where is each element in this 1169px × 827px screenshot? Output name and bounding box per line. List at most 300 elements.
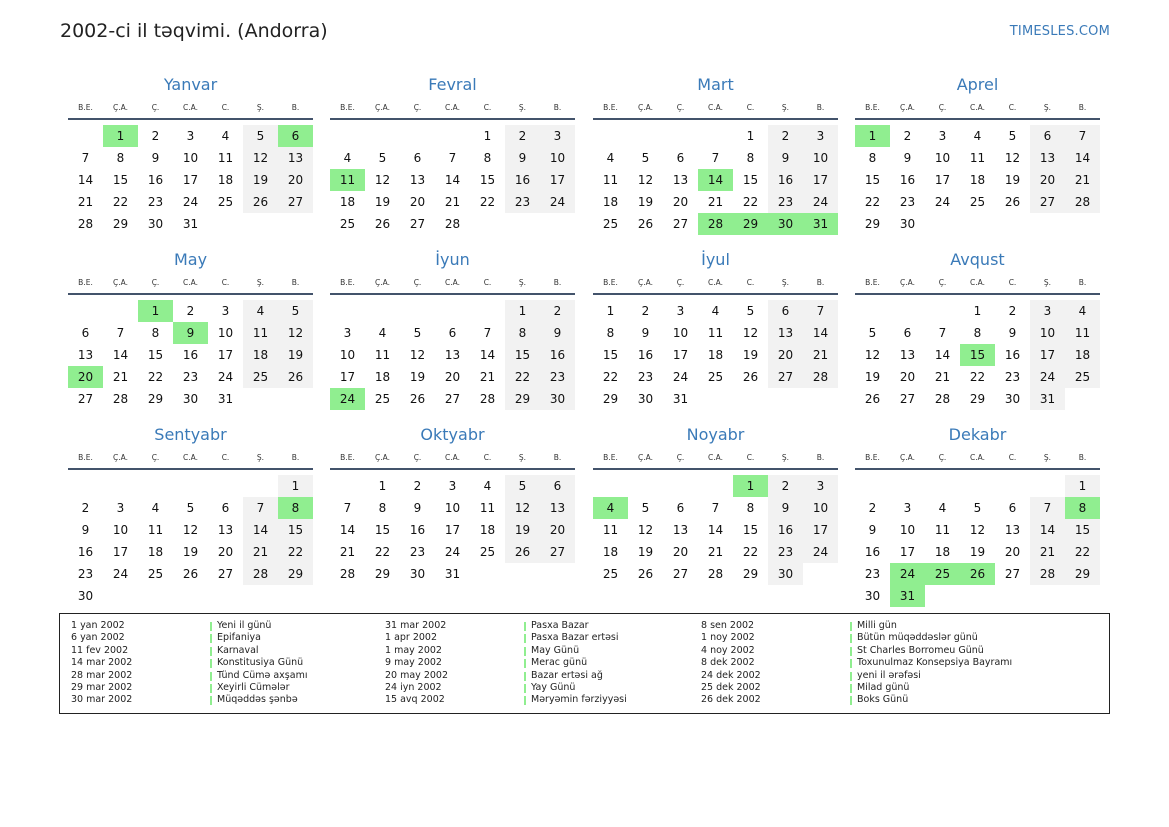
- day-cell: 29: [1065, 563, 1100, 585]
- day-cell: 13: [899, 348, 916, 362]
- holiday-name: Pasxa Bazar: [524, 620, 627, 632]
- day-cell: 31: [1030, 388, 1065, 410]
- day-cell: 15: [742, 523, 759, 537]
- day-cell: 6: [768, 300, 803, 322]
- day-cell: 28: [243, 563, 278, 585]
- day-cell: 3: [938, 129, 947, 143]
- day-cell: 19: [969, 545, 986, 559]
- weekday-label: Ş.: [518, 278, 527, 287]
- day-cell: 10: [339, 348, 356, 362]
- day-cell: 11: [969, 151, 986, 165]
- weekday-label: Ç.A.: [637, 103, 653, 112]
- day-cell: 28: [1030, 563, 1065, 585]
- weekday-label: C.A.: [182, 453, 198, 462]
- holiday-list: [59, 613, 1110, 714]
- day-cell: 10: [672, 326, 689, 340]
- day-cell: 18: [934, 545, 951, 559]
- day-cell: 8: [746, 151, 755, 165]
- day-cell: 3: [343, 326, 352, 340]
- day-cell: 28: [934, 392, 951, 406]
- day-cell: 19: [182, 545, 199, 559]
- weekday-label: B.E.: [340, 453, 355, 462]
- day-cell: 5: [868, 326, 877, 340]
- day-cell: 17: [444, 523, 461, 537]
- day-cell: 28: [803, 366, 838, 388]
- holiday-date: 24 dek 2002: [701, 669, 761, 681]
- day-cell: 25: [1065, 366, 1100, 388]
- header-divider: [330, 293, 575, 295]
- month-name: May: [173, 250, 208, 269]
- day-cell: 29: [602, 392, 619, 406]
- day-cell: 11: [707, 326, 724, 340]
- day-cell: 23: [77, 567, 94, 581]
- day-cell: 7: [81, 151, 90, 165]
- day-cell: 13: [540, 497, 575, 519]
- holiday-name: Bazar ertəsi ağ: [524, 670, 627, 682]
- holiday-date: 1 apr 2002: [385, 632, 438, 644]
- day-cell: 6: [540, 475, 575, 497]
- day-cell: 14: [112, 348, 129, 362]
- weekday-label: Ç.: [938, 278, 947, 287]
- day-cell: 12: [182, 523, 199, 537]
- day-cell: 23: [637, 370, 654, 384]
- day-cell: 5: [413, 326, 422, 340]
- holiday-day-cell: 29: [733, 213, 768, 235]
- month-name: Fevral: [428, 75, 477, 94]
- day-cell: 16: [768, 169, 803, 191]
- day-cell: 18: [479, 523, 496, 537]
- month-8: [855, 250, 1100, 420]
- day-cell: 27: [899, 392, 916, 406]
- day-cell: 20: [1004, 545, 1021, 559]
- day-cell: 2: [868, 501, 877, 515]
- day-cell: 9: [81, 523, 90, 537]
- day-cell: 25: [479, 545, 496, 559]
- day-cell: 13: [444, 348, 461, 362]
- holiday-date: 1 may 2002: [385, 644, 442, 656]
- day-cell: 3: [221, 304, 230, 318]
- day-cell: 24: [803, 191, 838, 213]
- month-6: [330, 250, 575, 420]
- weekday-label: C.: [746, 453, 755, 462]
- day-cell: 22: [479, 195, 496, 209]
- day-cell: 2: [413, 479, 422, 493]
- holiday-date: 11 fev 2002: [71, 644, 129, 656]
- day-cell: 29: [374, 567, 391, 581]
- weekday-label: Ç.: [676, 453, 685, 462]
- day-cell: 1: [505, 300, 540, 322]
- day-cell: 3: [803, 125, 838, 147]
- day-cell: 19: [637, 545, 654, 559]
- day-cell: 9: [505, 147, 540, 169]
- day-cell: 10: [217, 326, 234, 340]
- day-cell: 11: [934, 523, 951, 537]
- weekday-header: [855, 277, 1100, 289]
- day-cell: 7: [938, 326, 947, 340]
- day-cell: 14: [444, 173, 461, 187]
- day-cell: 20: [409, 195, 426, 209]
- weekday-label: C.A.: [969, 103, 985, 112]
- day-cell: 31: [182, 217, 199, 231]
- day-cell: 18: [707, 348, 724, 362]
- day-cell: 12: [637, 523, 654, 537]
- holiday-name: Karnaval: [210, 645, 307, 657]
- day-cell: 20: [278, 169, 313, 191]
- weekday-label: C.A.: [707, 103, 723, 112]
- weekday-label: Ş.: [256, 278, 265, 287]
- day-cell: 2: [768, 125, 803, 147]
- day-cell: 8: [973, 326, 982, 340]
- weekday-header: [855, 102, 1100, 114]
- holiday-name: Xeyirli Cümələr: [210, 682, 307, 694]
- day-cell: 17: [540, 169, 575, 191]
- day-cell: 10: [1030, 322, 1065, 344]
- weekday-label: B.: [291, 103, 300, 112]
- holiday-day-cell: 6: [278, 125, 313, 147]
- header-divider: [593, 293, 838, 295]
- holiday-name: Epifaniya: [210, 632, 307, 644]
- day-cell: 26: [278, 366, 313, 388]
- day-cell: 27: [278, 191, 313, 213]
- day-cell: 20: [217, 545, 234, 559]
- day-cell: 2: [151, 129, 160, 143]
- day-cell: 6: [413, 151, 422, 165]
- day-cell: 1: [746, 129, 755, 143]
- month-7: [593, 250, 838, 420]
- day-cell: 2: [505, 125, 540, 147]
- month-name: İyun: [435, 250, 470, 269]
- day-cell: 8: [116, 151, 125, 165]
- day-cell: 23: [409, 545, 426, 559]
- day-cell: 13: [278, 147, 313, 169]
- day-cell: 26: [637, 217, 654, 231]
- day-cell: 18: [243, 344, 278, 366]
- day-cell: 17: [1030, 344, 1065, 366]
- weekday-label: B.E.: [603, 453, 618, 462]
- holiday-date: 9 may 2002: [385, 657, 442, 669]
- weekday-label: Ç.: [413, 278, 422, 287]
- day-cell: 14: [1030, 519, 1065, 541]
- holiday-date: 8 dek 2002: [701, 657, 755, 669]
- day-cell: 9: [768, 147, 803, 169]
- day-cell: 5: [186, 501, 195, 515]
- weekday-label: C.: [483, 453, 492, 462]
- brand-logo-link[interactable]: TIMESLES.COM: [1009, 24, 1110, 39]
- weekday-header: [68, 452, 313, 464]
- day-cell: 1: [378, 479, 387, 493]
- month-2: [330, 75, 575, 245]
- day-cell: 17: [339, 370, 356, 384]
- day-cell: 19: [278, 344, 313, 366]
- weekday-header: [330, 277, 575, 289]
- day-cell: 30: [637, 392, 654, 406]
- day-cell: 29: [864, 217, 881, 231]
- weekday-label: C.A.: [969, 278, 985, 287]
- day-cell: 2: [768, 475, 803, 497]
- day-cell: 8: [746, 501, 755, 515]
- day-cell: 29: [742, 567, 759, 581]
- weekday-header: [593, 452, 838, 464]
- day-cell: 14: [339, 523, 356, 537]
- weekday-label: B.: [816, 103, 825, 112]
- weekday-label: C.A.: [444, 278, 460, 287]
- page-title: 2002-ci il təqvimi. (Andorra): [60, 20, 328, 42]
- weekday-header: [593, 277, 838, 289]
- holiday-name: May Günü: [524, 645, 627, 657]
- holiday-day-cell: 1: [138, 300, 173, 322]
- weekday-header: [68, 102, 313, 114]
- weekday-label: B.: [1078, 278, 1087, 287]
- day-cell: 17: [112, 545, 129, 559]
- day-cell: 28: [77, 217, 94, 231]
- day-cell: 28: [479, 392, 496, 406]
- holiday-day-cell: 31: [890, 585, 925, 607]
- day-cell: 28: [707, 567, 724, 581]
- day-cell: 30: [409, 567, 426, 581]
- holiday-date: 25 dek 2002: [701, 681, 761, 693]
- day-cell: 18: [602, 195, 619, 209]
- day-cell: 24: [803, 541, 838, 563]
- day-cell: 11: [602, 523, 619, 537]
- day-cell: 27: [77, 392, 94, 406]
- day-cell: 5: [505, 475, 540, 497]
- day-cell: 18: [374, 370, 391, 384]
- day-cell: 18: [969, 173, 986, 187]
- day-cell: 6: [448, 326, 457, 340]
- day-cell: 9: [1008, 326, 1017, 340]
- day-cell: 22: [505, 366, 540, 388]
- month-name: Sentyabr: [154, 425, 227, 444]
- day-cell: 21: [707, 195, 724, 209]
- day-cell: 16: [864, 545, 881, 559]
- holiday-day-cell: 24: [330, 388, 365, 410]
- day-cell: 29: [969, 392, 986, 406]
- weekday-label: Ç.: [151, 278, 160, 287]
- day-cell: 12: [1004, 151, 1021, 165]
- holiday-date-column: [71, 620, 132, 707]
- day-cell: 15: [479, 173, 496, 187]
- day-cell: 20: [899, 370, 916, 384]
- day-cell: 13: [217, 523, 234, 537]
- day-cell: 16: [637, 348, 654, 362]
- day-cell: 15: [505, 344, 540, 366]
- day-cell: 10: [899, 523, 916, 537]
- day-cell: 9: [151, 151, 160, 165]
- day-cell: 9: [903, 151, 912, 165]
- day-cell: 10: [934, 151, 951, 165]
- holiday-date-column: [385, 620, 448, 707]
- day-cell: 20: [768, 344, 803, 366]
- day-cell: 17: [217, 348, 234, 362]
- day-cell: 27: [1004, 567, 1021, 581]
- holiday-name: Konstitusiya Günü: [210, 657, 307, 669]
- day-cell: 29: [278, 563, 313, 585]
- day-cell: 22: [864, 195, 881, 209]
- day-cell: 7: [243, 497, 278, 519]
- day-cell: 23: [540, 366, 575, 388]
- weekday-label: Ç.: [676, 103, 685, 112]
- day-cell: 1: [483, 129, 492, 143]
- day-cell: 7: [1030, 497, 1065, 519]
- day-cell: 4: [151, 501, 160, 515]
- day-cell: 24: [182, 195, 199, 209]
- day-cell: 15: [112, 173, 129, 187]
- day-cell: 16: [147, 173, 164, 187]
- day-cell: 5: [973, 501, 982, 515]
- day-cell: 25: [147, 567, 164, 581]
- weekday-label: Ç.A.: [899, 103, 915, 112]
- weekday-header: [330, 452, 575, 464]
- day-cell: 19: [864, 370, 881, 384]
- day-cell: 13: [768, 322, 803, 344]
- day-cell: 28: [339, 567, 356, 581]
- holiday-date: 30 mar 2002: [71, 694, 133, 706]
- day-cell: 29: [112, 217, 129, 231]
- day-cell: 19: [742, 348, 759, 362]
- holiday-day-cell: 1: [733, 475, 768, 497]
- holiday-day-cell: 8: [1065, 497, 1100, 519]
- day-cell: 10: [112, 523, 129, 537]
- day-cell: 25: [602, 217, 619, 231]
- day-cell: 3: [448, 479, 457, 493]
- day-cell: 11: [217, 151, 234, 165]
- day-cell: 15: [864, 173, 881, 187]
- day-cell: 26: [182, 567, 199, 581]
- day-cell: 5: [243, 125, 278, 147]
- holiday-date: 8 sen 2002: [701, 620, 755, 631]
- weekday-label: C.: [1008, 278, 1017, 287]
- holiday-day-cell: 8: [278, 497, 313, 519]
- holiday-date: 1 noy 2002: [701, 632, 755, 644]
- day-cell: 12: [864, 348, 881, 362]
- holiday-day-cell: 1: [855, 125, 890, 147]
- day-cell: 2: [903, 129, 912, 143]
- holiday-name-column: [210, 620, 307, 707]
- day-cell: 12: [243, 147, 278, 169]
- day-cell: 21: [112, 370, 129, 384]
- day-cell: 28: [1065, 191, 1100, 213]
- day-cell: 16: [505, 169, 540, 191]
- day-cell: 6: [1030, 125, 1065, 147]
- month-name: Dekabr: [948, 425, 1007, 444]
- day-cell: 3: [676, 304, 685, 318]
- day-cell: 22: [147, 370, 164, 384]
- weekday-label: Ç.: [676, 278, 685, 287]
- holiday-name: Müqəddəs şənbə: [210, 694, 307, 706]
- holiday-name: yeni il ərəfəsi: [850, 670, 1012, 682]
- day-cell: 24: [540, 191, 575, 213]
- weekday-label: C.: [746, 278, 755, 287]
- weekday-label: Ç.A.: [637, 453, 653, 462]
- day-cell: 27: [672, 217, 689, 231]
- day-cell: 12: [409, 348, 426, 362]
- weekday-label: C.: [221, 103, 230, 112]
- holiday-date: 31 mar 2002: [385, 620, 447, 631]
- holiday-date: 20 may 2002: [385, 669, 449, 681]
- day-cell: 30: [864, 589, 881, 603]
- day-cell: 13: [1004, 523, 1021, 537]
- day-cell: 30: [768, 563, 803, 585]
- weekday-label: Ç.A.: [374, 103, 390, 112]
- day-cell: 30: [1004, 392, 1021, 406]
- day-cell: 11: [479, 501, 496, 515]
- day-cell: 16: [409, 523, 426, 537]
- weekday-label: Ç.: [151, 453, 160, 462]
- day-cell: 14: [243, 519, 278, 541]
- day-cell: 24: [672, 370, 689, 384]
- day-cell: 27: [672, 567, 689, 581]
- holiday-day-cell: 26: [960, 563, 995, 585]
- holiday-name: Yeni il günü: [210, 620, 307, 632]
- day-cell: 24: [444, 545, 461, 559]
- day-cell: 24: [217, 370, 234, 384]
- holiday-day-cell: 28: [698, 213, 733, 235]
- day-cell: 20: [672, 545, 689, 559]
- weekday-label: B.E.: [340, 278, 355, 287]
- day-cell: 3: [540, 125, 575, 147]
- weekday-label: C.A.: [182, 278, 198, 287]
- holiday-date: 1 yan 2002: [71, 620, 125, 631]
- weekday-label: B.E.: [865, 103, 880, 112]
- day-cell: 23: [768, 191, 803, 213]
- weekday-label: B.: [553, 278, 562, 287]
- day-cell: 18: [147, 545, 164, 559]
- day-cell: 21: [803, 344, 838, 366]
- holiday-date: 6 yan 2002: [71, 632, 125, 644]
- weekday-label: C.: [1008, 103, 1017, 112]
- day-cell: 24: [1030, 366, 1065, 388]
- day-cell: 25: [969, 195, 986, 209]
- day-cell: 23: [182, 370, 199, 384]
- day-cell: 26: [374, 217, 391, 231]
- holiday-day-cell: 20: [68, 366, 103, 388]
- day-cell: 30: [77, 589, 94, 603]
- month-4: [855, 75, 1100, 245]
- weekday-label: Ç.A.: [899, 453, 915, 462]
- weekday-label: B.E.: [340, 103, 355, 112]
- day-cell: 19: [243, 169, 278, 191]
- holiday-name: Məryəmin fərziyyəsi: [524, 694, 627, 706]
- month-name: Noyabr: [686, 425, 745, 444]
- day-cell: 27: [217, 567, 234, 581]
- day-cell: 10: [182, 151, 199, 165]
- day-cell: 5: [378, 151, 387, 165]
- day-cell: 22: [742, 545, 759, 559]
- day-cell: 16: [899, 173, 916, 187]
- month-name: Mart: [697, 75, 734, 94]
- weekday-label: Ş.: [781, 453, 790, 462]
- weekday-label: B.: [291, 453, 300, 462]
- day-cell: 17: [672, 348, 689, 362]
- weekday-label: Ç.A.: [112, 453, 128, 462]
- weekday-label: Ş.: [518, 453, 527, 462]
- weekday-label: B.E.: [603, 278, 618, 287]
- day-cell: 3: [1030, 300, 1065, 322]
- day-cell: 13: [672, 523, 689, 537]
- day-cell: 14: [934, 348, 951, 362]
- day-cell: 20: [540, 519, 575, 541]
- holiday-day-cell: 4: [593, 497, 628, 519]
- day-cell: 9: [413, 501, 422, 515]
- day-cell: 10: [540, 147, 575, 169]
- day-cell: 22: [969, 370, 986, 384]
- holiday-name: Tünd Cümə axşamı: [210, 670, 307, 682]
- day-cell: 2: [1008, 304, 1017, 318]
- weekday-label: C.: [483, 103, 492, 112]
- day-cell: 17: [182, 173, 199, 187]
- day-cell: 30: [182, 392, 199, 406]
- weekday-label: Ş.: [256, 453, 265, 462]
